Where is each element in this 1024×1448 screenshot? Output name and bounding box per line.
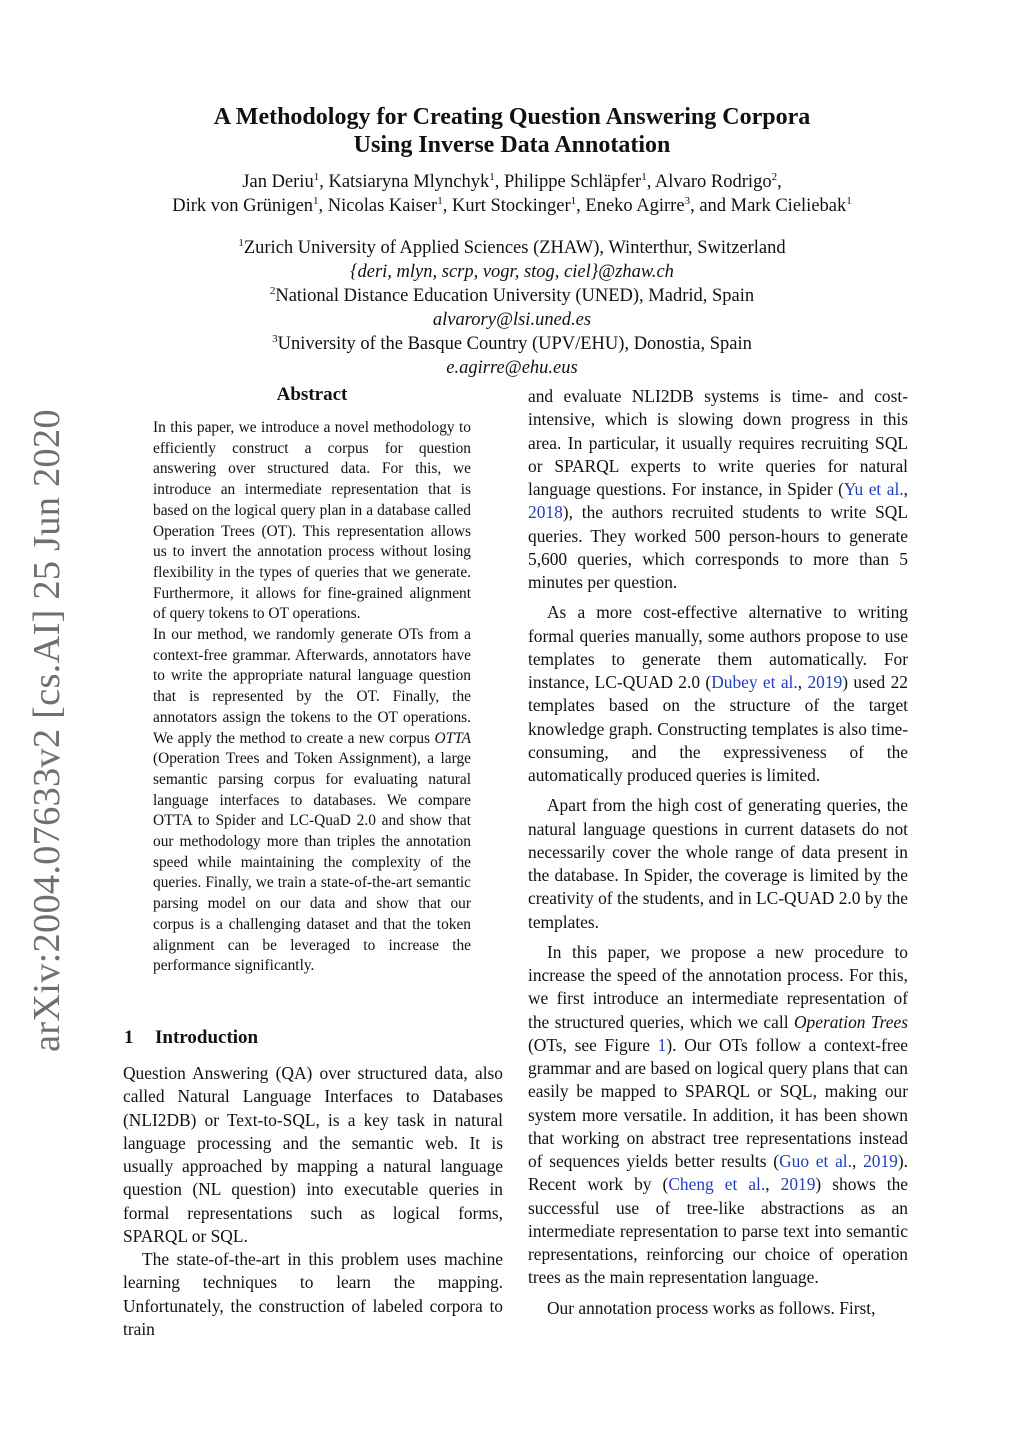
term-operation-trees: Operation Trees (793, 1011, 908, 1032)
affiliation-mark: 2 (269, 285, 276, 297)
body-text: ). Our OTs follow a context-free grammar and are based on logical query plans that can easily be mapped to SPARQL or SQL, making our system more versatile. In addition, it has been shown that working on abstract tree representations instead of sequences yields better results ( (528, 1034, 909, 1171)
affiliation-1-email: {deri, mlyn, scrp, vogr, stog, ciel}@zhaw.ch (350, 262, 674, 282)
affiliation-text: University of the Basque Country (UPV/EHU), Donostia, Spain (277, 334, 752, 354)
affiliation-1 (0, 236, 1024, 260)
body-text: ), the authors recruited students to write SQL queries. They worked 500 person-hours to generate 5,600 queries, which corresponds to more than 5 minutes per question. (528, 502, 908, 592)
author-affiliation-mark: 1 (489, 171, 495, 183)
abstract-paragraph-1: In this paper, we introduce a novel methodology to efficiently construct a corpus for question answering over structured data. For this, we introduce an intermediate representation that is based on the logical query plan in a database called Operation Trees (OT). This representation allows us to invert the annotation process without losing flexibility in the types of queries that we generate. Furthermore, it allows for fine-grained alignment of query tokens to OT operations. (153, 419, 471, 623)
paper-title-line-2: Using Inverse Data Annotation (353, 132, 671, 158)
author-name: , Kurt Stockinger (442, 196, 571, 216)
abstract-body (153, 418, 471, 977)
citation-link[interactable]: Dubey et al. (711, 672, 798, 692)
intro-paragraph-2: The state-of-the-art in this problem uses machine learning techniques to learn the mapping. Unfortunately, the construction of labeled corpora to train (123, 1249, 503, 1339)
author-affiliation-mark: 1 (313, 195, 319, 207)
author-name: , Philippe Schläpfer (494, 172, 642, 192)
right-paragraph-4 (528, 941, 908, 1290)
body-text: In this paper, we propose a new procedure to increase the speed of the annotation process. For this, we first introduce an intermediate representation of the structured queries, which we call (528, 941, 908, 1032)
author-affiliation-mark: 2 (771, 171, 778, 183)
author-name: Jan Deriu (242, 172, 314, 192)
author-name: , and Mark Cieliebak (690, 196, 847, 216)
abstract-text: In our method, we randomly generate OTs from a context-free grammar. Afterwards, annotators have to write the appropriate natural language question that is represented by the OT. Finally, the annotators assign the tokens to the OT operations. We apply the method to create a new corpus (153, 626, 471, 747)
affiliation-2-email: alvarory@lsi.uned.es (432, 310, 592, 330)
body-text: ). Recent work by ( (528, 1151, 909, 1195)
affiliation-text: National Distance Education University (UNED), Madrid, Spain (275, 286, 755, 306)
intro-paragraph-1: Question Answering (QA) over structured data, also called Natural Language Interfaces to Databases (NLI2DB) or Text-to-SQL, is a key task in natural language processing and the semantic web. It is usually approached by mapping a natural language question (NL question) into executable queries in formal representations such as logical forms, SPARQL or SQL. (123, 1063, 503, 1246)
body-text: (OTs, see Figure (528, 1034, 658, 1055)
affiliation-text: Zurich University of Applied Sciences (ZHAW), Winterthur, Switzerland (243, 238, 786, 258)
body-text: , (903, 479, 908, 499)
affiliation-3-email: e.agirre@ehu.eus (446, 358, 578, 378)
affiliation-2 (0, 284, 1024, 308)
body-text: , (797, 672, 808, 692)
body-text: , (765, 1174, 781, 1195)
body-text: ) used 22 templates based on the structure of the target knowledge graph. Constructing templates is also time-consuming, and the expressiveness of the automatically produced queries is limited. (528, 672, 908, 785)
author-name: , Nicolas Kaiser (318, 196, 438, 216)
body-text: and evaluate NLI2DB systems is time- and cost-intensive, which is slowing down progress in this area. In particular, it usually requires recruiting SQL or SPARQL experts to write queries for natural language questions. For instance, in Spider ( (528, 386, 908, 499)
body-text: ) shows the successful use of tree-like abstractions as an intermediate representation to parse text into semantic representations, reinforcing our choice of operation trees as the main representation language. (528, 1174, 908, 1288)
author-affiliation-mark: 3 (684, 195, 691, 207)
author-line-2 (0, 194, 1024, 218)
citation-link[interactable]: Yu et al. (843, 479, 904, 499)
author-affiliation-mark: 1 (846, 195, 852, 207)
right-column-body (528, 385, 908, 1320)
author-name: , Katsiaryna Mlynchyk (319, 172, 490, 192)
author-name: , Eneko Agirre (576, 196, 685, 216)
citation-link[interactable]: Cheng et al. (668, 1174, 766, 1195)
body-text: As a more cost-effective alternative to writing formal queries manually, some authors propose to use templates to generate them automatically. For instance, LC-QUAD 2.0 ( (528, 602, 908, 692)
affiliation-mark: 3 (272, 333, 278, 345)
abstract-heading: Abstract (276, 384, 348, 405)
corpus-name: OTTA (434, 729, 471, 747)
body-text: , (851, 1151, 864, 1171)
citation-link[interactable]: Guo et al. (779, 1151, 852, 1171)
affiliation-mark: 1 (238, 237, 244, 249)
citation-link[interactable]: 2018 (528, 502, 563, 523)
right-paragraph-3: Apart from the high cost of generating queries, the natural language questions in current datasets do not necessarily cover the whole range of data present in the database. In Spider, the coverage is limited by the creativity of the students, and in LC-QUAD 2.0 by the templates. (528, 795, 908, 932)
citation-link[interactable]: 2019 (807, 672, 843, 692)
citation-link[interactable]: 2019 (863, 1151, 898, 1171)
section-heading-introduction (124, 1026, 504, 1050)
section-title: Introduction (155, 1027, 259, 1048)
affiliation-3 (0, 332, 1024, 356)
abstract-text: (Operation Trees and Token Assignment), a large semantic parsing corpus for evaluating natural language interfaces to databases. We compare OTTA to Spider and LC-QuaD 2.0 and show that our methodology more than triples the annotation speed while maintaining the complexity of the queries. Finally, we train a state-of-the-art semantic parsing model on our data and show that our corpus is a challenging dataset and that the token alignment can be leveraged to increase the performance significantly. (153, 750, 471, 975)
section-number: 1 (124, 1027, 134, 1048)
abstract-paragraph-2 (153, 625, 471, 977)
right-paragraph-5: Our annotation process works as follows. First, (547, 1297, 876, 1318)
author-affiliation-mark: 1 (641, 171, 647, 183)
citation-link[interactable]: 2019 (780, 1174, 816, 1195)
figure-reference-link[interactable]: 1 (657, 1034, 667, 1055)
author-name: Dirk von Grünigen (172, 196, 314, 216)
author-affiliation-mark: 1 (437, 195, 443, 207)
author-separator: , (777, 172, 782, 192)
arxiv-identifier-stamp: arXiv:2004.07633v2 [cs.AI] 25 Jun 2020 (26, 409, 68, 1052)
author-name: , Alvaro Rodrigo (646, 172, 772, 192)
right-paragraph-1 (528, 385, 908, 594)
author-line-1 (0, 170, 1024, 194)
right-paragraph-2 (528, 601, 908, 787)
left-column-body (123, 1062, 503, 1341)
author-affiliation-mark: 1 (570, 195, 577, 207)
paper-title-line-1: A Methodology for Creating Question Answering Corpora (213, 104, 811, 130)
author-affiliation-mark: 1 (313, 171, 320, 183)
